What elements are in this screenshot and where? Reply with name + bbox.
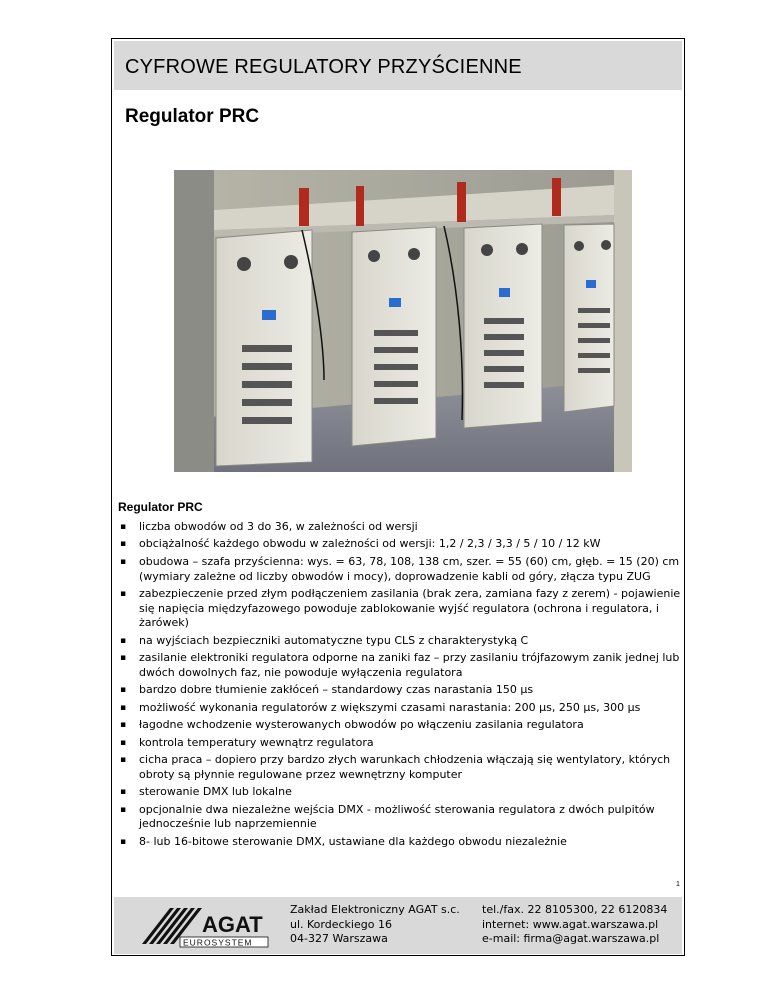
page-number: 1	[676, 881, 680, 888]
list-item: ▪ cicha praca – dopiero przy bardzo złych warunkach chłodzenia włączają się wentylatory, których obroty są płynnie regulowane przez wewnętrzny komputer	[119, 753, 684, 782]
cabinet-4	[564, 224, 614, 412]
list-item: ▪ obudowa – szafa przyścienna: wys. = 63, 78, 108, 138 cm, szer. = 55 (60) cm, głęb. = 15 (20) cm (wymiary zależne od liczby obwodów i mocy), doprowadzenie kabli od góry, złącza typu ZUG	[119, 555, 684, 584]
list-item: ▪ łagodne wchodzenie wysterowanych obwodów po włączeniu zasilania regulatora	[119, 718, 684, 733]
list-item: ▪ sterowanie DMX lub lokalne	[119, 785, 684, 800]
list-item: ▪ bardzo dobre tłumienie zakłóceń – standardowy czas narastania 150 µs	[119, 683, 684, 698]
list-item: ▪ zasilanie elektroniki regulatora odporne na zaniki faz – przy zasilaniu trójfazowym zanik jednej lub dwóch dowolnych faz, nie powoduje wyłączenia regulatora	[119, 651, 684, 680]
product-title: Regulator PRC	[125, 106, 260, 127]
product-photo	[174, 170, 632, 472]
company-address: Zakład Elektroniczny AGAT s.c. ul. Kordeckiego 16 04-327 Warszawa	[290, 903, 460, 945]
list-item: ▪ liczba obwodów od 3 do 36, w zależności od wersji	[119, 520, 684, 535]
feature-list	[119, 520, 684, 852]
photo-caption: Regulator PRC	[118, 500, 203, 514]
company-contact: tel./fax. 22 8105300, 22 6120834 internet: www.agat.warszawa.pl e-mail: firma@agat.warszawa.pl	[482, 903, 668, 945]
page-title: CYFROWE REGULATORY PRZYŚCIENNE	[125, 56, 522, 78]
cabinet-3	[464, 224, 542, 428]
logo-subtext: EUROSYSTEM	[183, 937, 253, 948]
cabinet-1	[216, 230, 312, 466]
header-bar	[114, 41, 682, 90]
agat-logo-icon	[140, 904, 270, 948]
list-item: ▪ zabezpieczenie przed złym podłączeniem zasilania (brak zera, zamiana fazy z zerem) - pojawienie się napięcia międzyfazowego powoduje zablokowanie wyjść regulatora (ochrona i regulatora, i żarówek)	[119, 587, 684, 631]
list-item: ▪ 8- lub 16-bitowe sterowanie DMX, ustawiane dla każdego obwodu niezależnie	[119, 835, 684, 850]
cabinet-2	[352, 227, 436, 446]
footer-bar	[114, 897, 682, 954]
list-item: ▪ możliwość wykonania regulatorów z większymi czasami narastania: 200 µs, 250 µs, 300 µs	[119, 701, 684, 716]
list-item: ▪ na wyjściach bezpieczniki automatyczne typu CLS z charakterystyką C	[119, 634, 684, 649]
page-frame	[111, 38, 685, 956]
list-item: ▪ opcjonalnie dwa niezależne wejścia DMX - możliwość sterowania regulatora z dwóch pulpitów jednocześnie lub naprzemiennie	[119, 803, 684, 832]
list-item: ▪ obciążalność każdego obwodu w zależności od wersji: 1,2 / 2,3 / 3,3 / 5 / 10 / 12 kW	[119, 537, 684, 552]
logo-text: AGAT	[202, 912, 263, 937]
list-item: ▪ kontrola temperatury wewnątrz regulatora	[119, 736, 684, 751]
